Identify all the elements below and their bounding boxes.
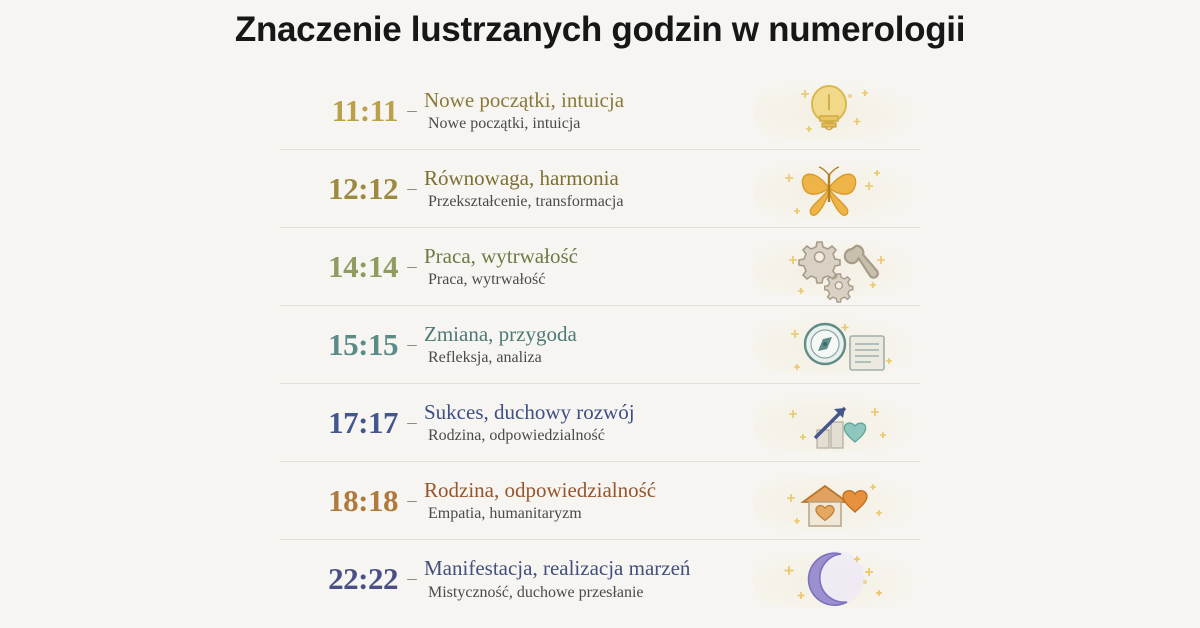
item-text-block	[422, 166, 745, 211]
item-text-block	[422, 556, 745, 601]
item-subtext: Nowe początki, intuicja	[428, 115, 581, 133]
dash-separator: –	[407, 177, 417, 199]
item-subtext: Refleksja, analiza	[428, 349, 542, 367]
list-item	[280, 228, 920, 306]
item-text-block	[422, 244, 745, 289]
item-headline: Zmiana, przygoda	[424, 321, 577, 346]
item-subtext: Przekształcenie, transformacja	[428, 193, 624, 211]
item-illustration	[745, 542, 920, 616]
time-label: 15:15	[328, 326, 398, 362]
item-text-block	[422, 478, 745, 523]
item-text-block	[422, 322, 745, 367]
document-icon	[850, 336, 884, 370]
growth-arrow-icon	[745, 386, 920, 460]
time-label: 18:18	[328, 482, 398, 518]
item-subtext: Praca, wytrwałość	[428, 271, 546, 289]
item-headline: Manifestacja, realizacja marzeń	[424, 556, 691, 581]
item-subtext: Rodzina, odpowiedzialność	[428, 427, 605, 445]
item-headline: Nowe początki, intuicja	[424, 87, 625, 112]
item-subtext: Mistyczność, duchowe przesłanie	[428, 583, 644, 601]
list-item	[280, 150, 920, 228]
moon-icon	[745, 542, 920, 616]
gear-wrench-icon	[745, 230, 920, 304]
time-label: 12:12	[328, 170, 398, 206]
item-headline: Praca, wytrwałość	[424, 243, 578, 268]
item-headline: Rodzina, odpowiedzialność	[424, 477, 657, 502]
item-illustration	[745, 152, 920, 226]
dash-separator: –	[407, 255, 417, 277]
dash-separator: –	[407, 333, 417, 355]
compass-icon	[745, 308, 920, 382]
time-label: 22:22	[328, 561, 398, 596]
item-illustration	[745, 308, 920, 382]
list-item	[280, 72, 920, 150]
list-item	[280, 462, 920, 540]
page-title: Znaczenie lustrzanych godzin w numerologii	[234, 10, 966, 49]
item-text-block	[422, 88, 745, 133]
dash-separator: –	[407, 568, 417, 589]
time-label: 14:14	[328, 248, 398, 284]
time-label: 17:17	[328, 404, 398, 440]
item-illustration	[745, 74, 920, 148]
home-heart-icon	[745, 464, 920, 538]
lightbulb-icon	[745, 74, 920, 148]
mirror-hours-list	[280, 72, 920, 618]
item-headline: Sukces, duchowy rozwój	[424, 399, 635, 424]
time-label: 11:11	[331, 92, 398, 128]
item-illustration	[745, 230, 920, 304]
item-illustration	[745, 386, 920, 460]
item-headline: Równowaga, harmonia	[424, 165, 619, 190]
item-illustration	[745, 464, 920, 538]
butterfly-icon	[745, 152, 920, 226]
dash-separator: –	[407, 489, 417, 511]
list-item	[280, 540, 920, 618]
item-text-block	[422, 400, 745, 445]
list-item	[280, 306, 920, 384]
dash-separator: –	[407, 411, 417, 433]
dash-separator: –	[407, 99, 417, 121]
item-subtext: Empatia, humanitaryzm	[428, 505, 582, 523]
list-item	[280, 384, 920, 462]
